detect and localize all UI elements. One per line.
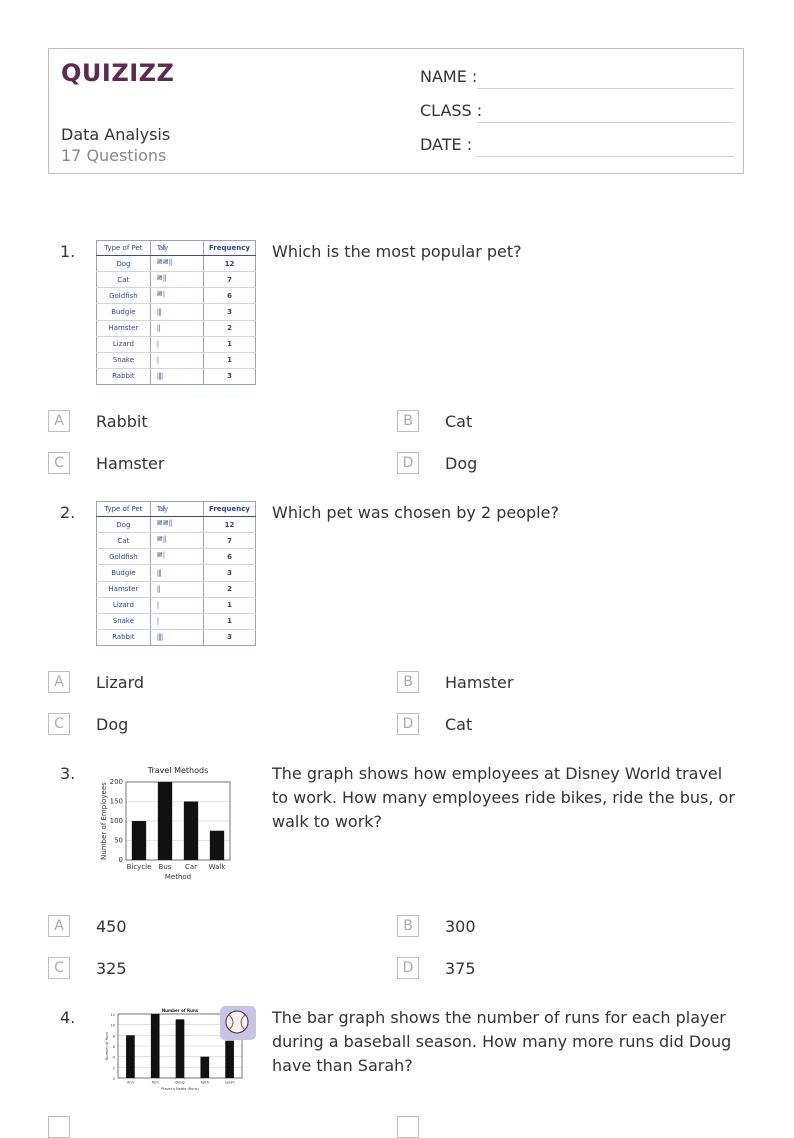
y-tick-label: 6 (112, 1045, 115, 1049)
th-frequency: Frequency (204, 241, 256, 256)
cell-pet: Budgie (97, 565, 151, 581)
cell-tally: |||| (150, 629, 203, 645)
cell-tally: 𝍸 | (150, 288, 203, 304)
date-label: DATE : (420, 135, 473, 154)
worksheet-header (48, 48, 744, 174)
option-b-box[interactable] (397, 1116, 419, 1138)
option-b-box[interactable]: B (397, 671, 419, 693)
question-1-tally-table (96, 240, 256, 385)
cell-tally: 𝍸 || (150, 272, 203, 288)
cell-tally: ||| (150, 304, 203, 320)
option-b-box[interactable]: B (397, 410, 419, 432)
option-a-box[interactable]: A (48, 915, 70, 937)
cell-freq: 6 (204, 549, 256, 565)
date-line[interactable] (477, 156, 734, 157)
cell-pet: Cat (97, 533, 151, 549)
runs-chart (96, 1006, 256, 1090)
question-3-number: 3. (60, 764, 76, 783)
cell-freq: 2 (204, 581, 256, 597)
cell-pet: Lizard (97, 336, 151, 352)
class-field[interactable] (420, 101, 734, 123)
x-tick-label: Tom (151, 1080, 159, 1085)
bar-bus (158, 782, 172, 860)
bar-ann (126, 1035, 135, 1078)
x-tick-label: Bicycle (126, 863, 152, 871)
bar-bicycle (132, 821, 146, 860)
tally-table (96, 501, 256, 646)
th-pet: Type of Pet (97, 241, 151, 256)
cell-tally: || (150, 581, 203, 597)
x-tick-label: Ann (126, 1080, 134, 1085)
cell-freq: 12 (204, 256, 256, 272)
option-b-text[interactable]: 300 (445, 917, 476, 936)
cell-tally: | (150, 613, 203, 629)
bar-car (184, 802, 198, 861)
x-tick-label: Car (184, 863, 198, 871)
cell-freq: 1 (204, 613, 256, 629)
tally-table (96, 240, 256, 385)
name-field[interactable] (420, 67, 734, 89)
cell-pet: Budgie (97, 304, 151, 320)
cell-freq: 6 (204, 288, 256, 304)
bar-doug (176, 1019, 185, 1078)
option-d-box[interactable]: D (397, 957, 419, 979)
option-a-box[interactable]: A (48, 671, 70, 693)
bar-tom (151, 1014, 160, 1078)
bar-faith (200, 1057, 209, 1078)
cell-freq: 7 (204, 533, 256, 549)
cell-pet: Snake (97, 613, 151, 629)
bar-walk (210, 831, 224, 860)
option-d-text[interactable]: Cat (445, 715, 473, 734)
option-b-box[interactable]: B (397, 915, 419, 937)
cell-freq: 1 (204, 336, 256, 352)
x-axis-label: Player's Name (Runs) (161, 1087, 199, 1090)
question-2-tally-table (96, 501, 256, 646)
option-a-text[interactable]: Lizard (96, 673, 145, 692)
option-a-box[interactable] (48, 1116, 70, 1138)
cell-freq: 7 (204, 272, 256, 288)
y-tick-label: 50 (114, 836, 123, 845)
option-c-box[interactable]: C (48, 713, 70, 735)
question-2-number: 2. (60, 503, 76, 522)
cell-tally: 𝍸 | (150, 549, 203, 565)
y-tick-label: 0 (112, 1077, 115, 1081)
option-d-text[interactable]: Dog (445, 454, 478, 473)
option-a-text[interactable]: 450 (96, 917, 127, 936)
cell-tally: || (150, 320, 203, 336)
question-4-number: 4. (60, 1008, 76, 1027)
option-c-text[interactable]: 325 (96, 959, 127, 978)
cell-pet: Hamster (97, 581, 151, 597)
cell-pet: Goldfish (97, 288, 151, 304)
cell-pet: Rabbit (97, 368, 151, 384)
question-2-text: Which pet was chosen by 2 people? (272, 503, 559, 522)
question-1-text: Which is the most popular pet? (272, 242, 522, 261)
quizizz-logo: QUIZIZZ (61, 59, 175, 87)
x-axis-label: Method (164, 873, 192, 881)
cell-pet: Cat (97, 272, 151, 288)
option-c-box[interactable]: C (48, 957, 70, 979)
option-b-text[interactable]: Hamster (445, 673, 514, 692)
cell-freq: 3 (204, 304, 256, 320)
class-label: CLASS : (420, 101, 483, 120)
bar-sarah (225, 1041, 234, 1078)
y-tick-label: 12 (110, 1013, 115, 1017)
baseball-icon (220, 1006, 256, 1040)
question-3-chart (96, 762, 256, 886)
question-4-chart (96, 1006, 256, 1094)
y-tick-label: 150 (109, 797, 123, 806)
name-line[interactable] (477, 88, 734, 89)
date-field[interactable] (420, 135, 734, 157)
option-c-text[interactable]: Dog (96, 715, 129, 734)
question-3-text: The graph shows how employees at Disney World travel to work. How many employees ride bikes, ride the bus, or walk to work? (272, 764, 735, 831)
travel-methods-chart (96, 762, 256, 882)
cell-tally: | (150, 352, 203, 368)
option-a-box[interactable]: A (48, 410, 70, 432)
cell-pet: Snake (97, 352, 151, 368)
question-1-number: 1. (60, 242, 76, 261)
x-tick-label: Sarah (224, 1080, 235, 1085)
y-axis-label: Number of Employees (100, 782, 108, 860)
worksheet-title: Data Analysis (61, 125, 171, 144)
cell-tally: | (150, 597, 203, 613)
cell-tally: 𝍸 𝍸 || (150, 256, 203, 272)
cell-tally: ||| (150, 565, 203, 581)
cell-pet: Goldfish (97, 549, 151, 565)
name-label: NAME : (420, 67, 478, 86)
th-pet: Type of Pet (97, 502, 151, 517)
y-tick-label: 200 (109, 778, 123, 786)
option-a-text[interactable]: Rabbit (96, 412, 148, 431)
cell-pet: Rabbit (97, 629, 151, 645)
x-tick-label: Faith (200, 1080, 210, 1085)
cell-pet: Hamster (97, 320, 151, 336)
y-tick-label: 4 (112, 1055, 115, 1060)
option-d-box[interactable]: D (397, 452, 419, 474)
y-tick-label: 8 (112, 1034, 115, 1039)
y-axis-label: Number of Runs (105, 1031, 109, 1061)
option-c-text[interactable]: Hamster (96, 454, 165, 473)
cell-pet: Lizard (97, 597, 151, 613)
x-tick-label: Walk (208, 863, 226, 871)
class-line[interactable] (477, 122, 734, 123)
cell-freq: 1 (204, 597, 256, 613)
chart-title: Travel Methods (147, 766, 209, 775)
th-tally: Tally (150, 241, 203, 256)
option-c-box[interactable]: C (48, 452, 70, 474)
x-tick-label: Doug (175, 1080, 185, 1085)
x-tick-label: Bus (158, 863, 172, 871)
cell-tally: 𝍸 𝍸 || (150, 517, 203, 533)
option-d-box[interactable]: D (397, 713, 419, 735)
cell-freq: 3 (204, 368, 256, 384)
cell-freq: 3 (204, 565, 256, 581)
cell-tally: 𝍸 || (150, 533, 203, 549)
y-tick-label: 0 (118, 856, 123, 864)
cell-tally: | (150, 336, 203, 352)
question-count: 17 Questions (61, 146, 167, 165)
cell-tally: |||| (150, 368, 203, 384)
option-d-text[interactable]: 375 (445, 959, 476, 978)
cell-pet: Dog (97, 256, 151, 272)
question-4-text: The bar graph shows the number of runs for each player during a baseball season. How many more runs did Doug have than Sarah? (272, 1008, 732, 1075)
cell-freq: 3 (204, 629, 256, 645)
th-tally: Tally (150, 502, 203, 517)
th-frequency: Frequency (204, 502, 256, 517)
y-tick-label: 100 (109, 817, 123, 825)
cell-freq: 2 (204, 320, 256, 336)
chart-title: Number of Runs (161, 1008, 199, 1013)
y-tick-label: 2 (112, 1066, 115, 1071)
cell-pet: Dog (97, 517, 151, 533)
cell-freq: 1 (204, 352, 256, 368)
cell-freq: 12 (204, 517, 256, 533)
option-b-text[interactable]: Cat (445, 412, 473, 431)
y-tick-label: 10 (110, 1023, 115, 1028)
